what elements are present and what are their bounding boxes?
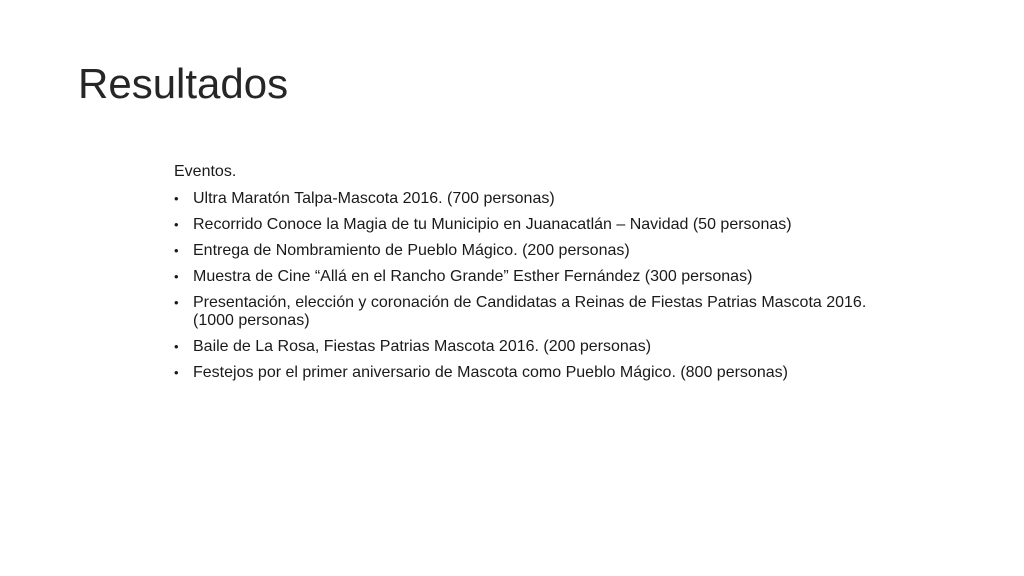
list-item-text: Presentación, elección y coronación de Candidatas a Reinas de Fiestas Patrias Mascota 2016. (1000 personas) [193,294,867,329]
list-item-text: Baile de La Rosa, Fiestas Patrias Mascota 2016. (200 personas) [193,338,652,355]
bullet-icon: • [174,243,179,258]
list-item [174,294,874,330]
bullet-icon: • [174,191,179,206]
list-item [174,338,874,356]
bullet-icon: • [174,269,179,284]
list-item-text: Muestra de Cine “Allá en el Rancho Grande” Esther Fernández (300 personas) [193,268,753,285]
bullet-icon: • [174,339,179,354]
list-item [174,242,874,260]
slide-title: Resultados [78,60,289,107]
list-item-text: Festejos por el primer aniversario de Mascota como Pueblo Mágico. (800 personas) [193,364,788,381]
list-item-text: Ultra Maratón Talpa-Mascota 2016. (700 personas) [193,190,555,207]
list-item [174,364,874,382]
list-item [174,190,874,208]
slide-content [174,162,874,390]
bullet-icon: • [174,295,179,310]
list-item [174,268,874,286]
events-heading: Eventos. [174,163,237,180]
list-item-text: Entrega de Nombramiento de Pueblo Mágico. (200 personas) [193,242,630,259]
bullet-icon: • [174,217,179,232]
list-item [174,216,874,234]
events-list [174,190,874,382]
list-item-text: Recorrido Conoce la Magia de tu Municipio en Juanacatlán – Navidad (50 personas) [193,216,792,233]
bullet-icon: • [174,365,179,380]
